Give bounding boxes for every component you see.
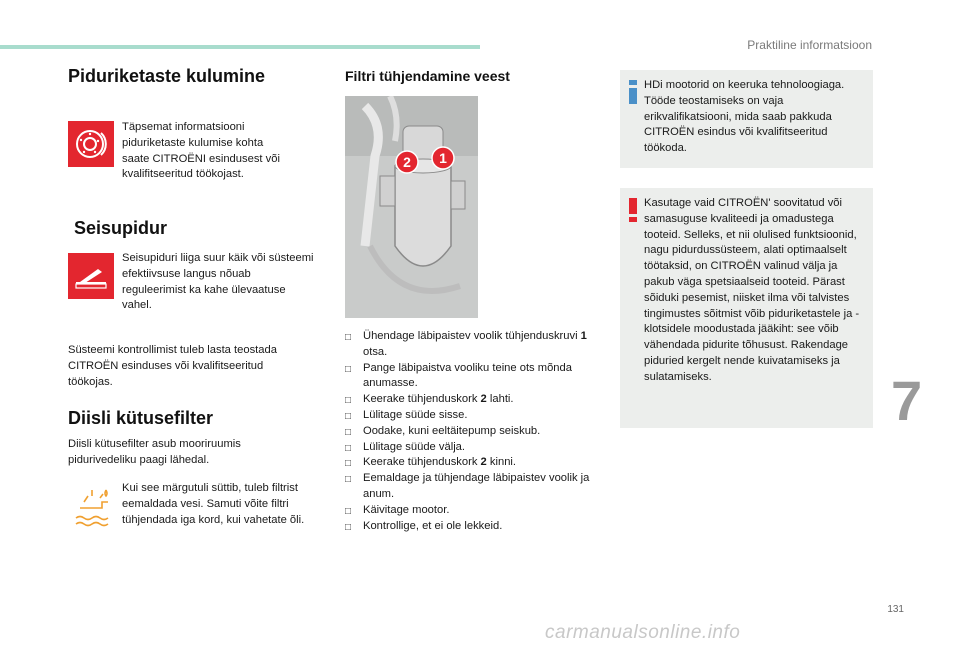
- step-text: Ühendage läbipaistev voolik tühjenduskruvi: [363, 330, 581, 342]
- info-text: HDi mootorid on keeruka tehnoloogiaga. Tööde teostamiseks on vaja erikvalifikatsiooni, mida saab pakkuda CITROËN esindus või kvalifitseeritud töökoda.: [644, 79, 845, 155]
- step-ref: 2: [480, 456, 487, 469]
- drain-title: Filtri tühjendamine veest: [345, 68, 510, 84]
- parking-brake-note: Süsteemi kontrollimist tuleb lasta teostada CITROËN esinduses või kvalifitseeritud töökojas.: [68, 344, 277, 388]
- checkbox-icon: □: [345, 521, 352, 533]
- step-text: Oodake, kuni eeltäitepump seiskub.: [363, 424, 541, 437]
- checkbox-icon: □: [345, 395, 352, 407]
- step-text: lahti.: [486, 393, 514, 406]
- parking-brake-icon: [68, 253, 114, 299]
- parking-brake-title: Seisupidur: [74, 218, 168, 238]
- step-text: otsa.: [363, 345, 388, 358]
- drain-step: [345, 424, 605, 440]
- diesel-filter-title: Diisli kütusefilter: [68, 408, 214, 428]
- drain-step: [345, 519, 605, 535]
- checkbox-icon: □: [345, 474, 352, 486]
- warning-panel: [620, 188, 873, 428]
- step-text: kinni.: [486, 456, 517, 469]
- step-ref: 1: [580, 330, 587, 342]
- fuel-filter-photo: [345, 96, 478, 318]
- brake-wear-title: Piduriketaste kulumine: [68, 66, 266, 86]
- step-text: Käivitage mootor.: [363, 503, 450, 516]
- chapter-number: 7: [891, 369, 923, 432]
- checkbox-icon: □: [345, 458, 352, 470]
- callout-1: 1: [439, 150, 447, 166]
- checkbox-icon: □: [345, 505, 352, 517]
- checkbox-icon: □: [345, 410, 352, 422]
- step-ref: 2: [480, 393, 487, 406]
- step-text: Keerake tühjenduskork: [363, 456, 481, 469]
- step-text: Eemaldage ja tühjendage läbipaistev voolik ja anum.: [363, 472, 590, 500]
- diesel-filter-warning: Kui see märgutuli süttib, tuleb filtrist eemaldada vesi. Samuti võite filtri tühjendada iga kord, kui vahetate õli.: [122, 482, 305, 526]
- step-text: Lülitage süüde välja.: [363, 440, 466, 453]
- running-head: Praktiline informatsioon: [747, 38, 872, 52]
- watermark: carmanualsonline.info: [545, 622, 741, 643]
- callout-2: 2: [403, 154, 411, 170]
- drain-step: [345, 329, 605, 361]
- page-number: 131: [887, 604, 904, 615]
- diesel-filter-text: Diisli kütusefilter asub mooriruumis pidurivedeliku paagi lähedal.: [68, 438, 241, 466]
- drain-step: [345, 392, 605, 408]
- header-accent-bar: [0, 45, 480, 49]
- drain-step: [345, 408, 605, 424]
- drain-step: [345, 455, 605, 471]
- brake-wear-text: Täpsemat informatsiooni piduriketaste kulumise kohta saate CITROËNI esindusest või kvalifitseeritud töökojast.: [122, 121, 280, 181]
- warning-icon: [628, 198, 638, 227]
- brake-disc-icon: [68, 121, 114, 167]
- step-text: Kontrollige, et ei ole lekkeid.: [363, 519, 503, 532]
- checkbox-icon: □: [345, 363, 352, 375]
- checkbox-icon: □: [345, 332, 352, 343]
- info-panel: [620, 70, 873, 168]
- checkbox-icon: □: [345, 442, 352, 454]
- checkbox-icon: □: [345, 426, 352, 438]
- drain-step: [345, 440, 605, 456]
- parking-brake-text: Seisupiduri liiga suur käik või süsteemi efektiivsuse langus nõuab reguleerimist ka kahe ülevaatuse vahel.: [122, 252, 314, 312]
- drain-step: [345, 503, 605, 519]
- drain-steps-list: [345, 329, 605, 534]
- step-text: Pange läbipaistva vooliku teine ots mõnda anumasse.: [363, 361, 572, 390]
- info-icon: [628, 80, 638, 109]
- step-text: Keerake tühjenduskork: [363, 393, 481, 406]
- step-text: Lülitage süüde sisse.: [363, 408, 468, 421]
- drain-step: [345, 471, 605, 503]
- drain-step: [345, 361, 605, 393]
- water-in-fuel-icon: [70, 482, 120, 528]
- warning-text: Kasutage vaid CITROËN' soovitatud või samasuguse kvaliteedi ja omadustega tooteid. Selleks, et nii olulised funktsioonid, nagu pidurdussüsteem, alati optimaalselt töötaksid, on CITROËN valinud välja ja pakub väga spetsiaalseid tooteid. Pärast sõiduki pesemist, niisket ilma või talvistes tingimustes sõitmist võib piduriketastele ja -klotsidele moodustada jääkiht: see võib vähendada pidurite tõhusust. Rakendage piduried kergelt nende kuivatamiseks ja sulatamiseks.: [644, 197, 860, 383]
